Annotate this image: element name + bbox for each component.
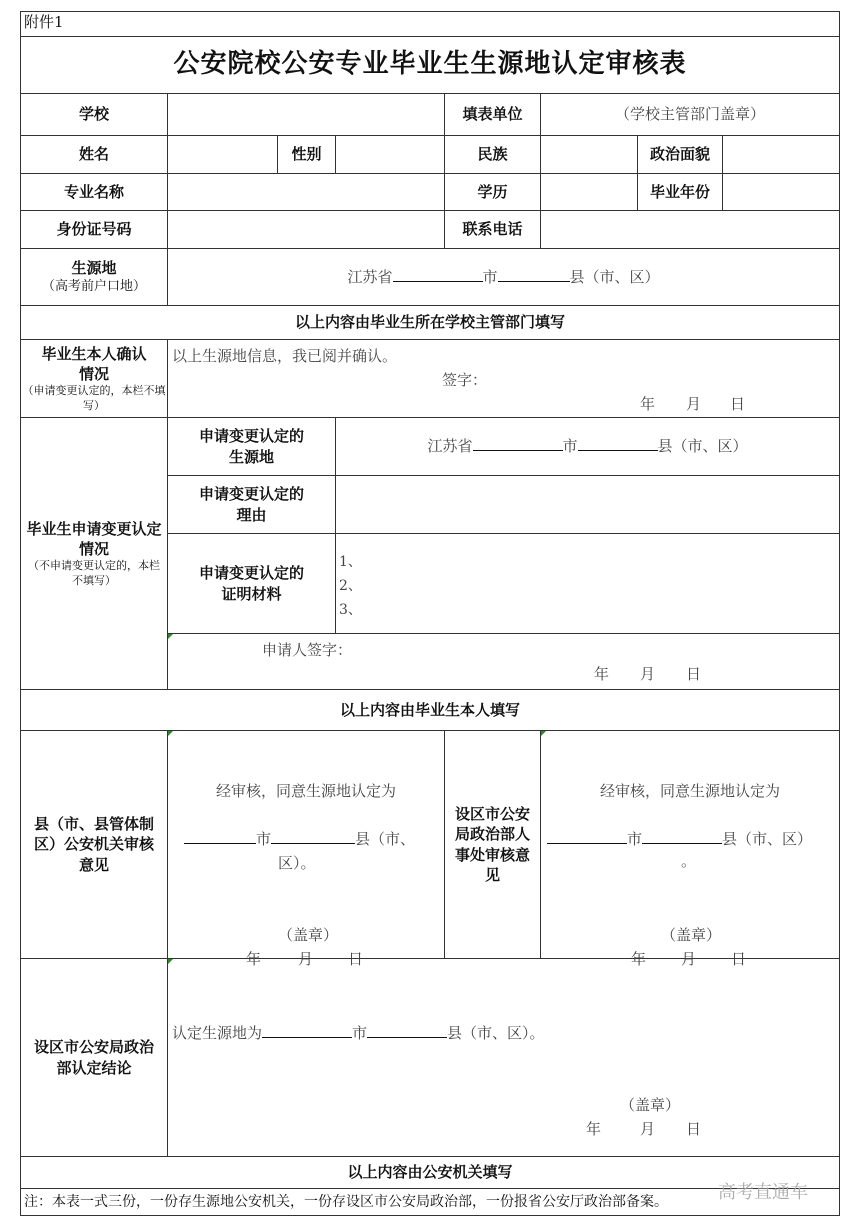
change-origin-label: 申请变更认定的生源地: [168, 418, 336, 476]
conclusion-field[interactable]: 认定生源地为 市 县（市、区）。 （盖章） 年 月 日: [168, 959, 840, 1157]
major-field[interactable]: [168, 174, 445, 211]
origin-label: 生源地: [71, 259, 117, 278]
id-field[interactable]: [168, 211, 445, 249]
form-title: 公安院校公安专业毕业生生源地认定审核表: [21, 37, 840, 94]
confirm-label-cell: [21, 340, 168, 418]
id-label: 身份证号码: [21, 211, 168, 249]
change-label: 毕业生申请变更认定情况: [26, 519, 162, 559]
gender-label: 性别: [278, 136, 336, 174]
attachment-label: 附件1: [21, 12, 840, 37]
political-field[interactable]: [723, 136, 840, 174]
name-label: 姓名: [21, 136, 168, 174]
change-sub: （不申请变更认定的，本栏不填写）: [28, 559, 160, 587]
confirm-field[interactable]: 以上生源地信息，我已阅并确认。 签字： 年 月 日: [168, 340, 840, 418]
watermark: 高考直通车: [718, 1182, 808, 1203]
review-form: [20, 11, 839, 1219]
ethnicity-field[interactable]: [541, 136, 638, 174]
city-review-label: 设区市公安局政治部人事处审核意见: [445, 731, 541, 959]
footer-note: 注：本表一式三份，一份存生源地公安机关，一份存设区市公安局政治部，一份报省公安厅政治部备案。: [21, 1189, 840, 1216]
gender-field[interactable]: [336, 136, 445, 174]
conclusion-seal: （盖章）: [620, 1096, 681, 1114]
city-review-field[interactable]: 经审核，同意生源地认定为 市 县（市、区） 。 （盖章） 年 月 日: [541, 731, 840, 959]
city-seal: （盖章）: [661, 926, 722, 944]
change-material-label: 申请变更认定的证明材料: [168, 534, 336, 634]
confirm-sign: 签字：: [442, 371, 488, 389]
confirm-text: 以上生源地信息，我已阅并确认。: [172, 347, 398, 365]
form-table: [20, 11, 840, 1216]
major-label: 专业名称: [21, 174, 168, 211]
change-reason-label: 申请变更认定的理由: [168, 476, 336, 534]
applicant-sign: 申请人签字：: [262, 641, 353, 659]
school-label: 学校: [21, 94, 168, 136]
fill-unit-seal: （学校主管部门盖章）: [541, 94, 840, 136]
material-item: 2、: [339, 578, 362, 594]
county-review-label: 县（市、县管体制区）公安机关审核意见: [21, 731, 168, 959]
change-reason-field[interactable]: [336, 476, 840, 534]
county-seal: （盖章）: [278, 926, 339, 944]
city-agree-text: 经审核，同意生源地认定为: [600, 782, 781, 800]
material-item: 3、: [339, 602, 362, 618]
origin-sub: （高考前户口地）: [41, 278, 146, 294]
section1-note: 以上内容由毕业生所在学校主管部门填写: [21, 306, 840, 340]
section2-note: 以上内容由毕业生本人填写: [21, 690, 840, 731]
origin-field[interactable]: 江苏省 市 县（市、区）: [168, 249, 840, 306]
change-origin-field[interactable]: 江苏省 市 县（市、区）: [336, 418, 840, 476]
confirm-label: 毕业生本人确认情况: [41, 344, 147, 384]
county-agree-text: 经审核，同意生源地认定为: [215, 782, 396, 800]
county-review-field[interactable]: 经审核，同意生源地认定为 市 县（市、 区）。 （盖章） 年 月 日: [168, 731, 445, 959]
change-label-cell: [21, 418, 168, 690]
phone-label: 联系电话: [445, 211, 541, 249]
ethnicity-label: 民族: [445, 136, 541, 174]
grad-year-field[interactable]: [723, 174, 840, 211]
change-material-field[interactable]: [336, 534, 840, 634]
confirm-sub: （申请变更认定的，本栏不填写）: [22, 384, 166, 412]
education-label: 学历: [445, 174, 541, 211]
grad-year-label: 毕业年份: [638, 174, 723, 211]
origin-label-cell: [21, 249, 168, 306]
fill-unit-label: 填表单位: [445, 94, 541, 136]
school-field[interactable]: [168, 94, 445, 136]
conclusion-label: 设区市公安局政治部认定结论: [21, 959, 168, 1157]
material-item: 1、: [339, 554, 362, 570]
section3-note: 以上内容由公安机关填写: [21, 1157, 840, 1189]
phone-field[interactable]: [541, 211, 840, 249]
education-field[interactable]: [541, 174, 638, 211]
name-field[interactable]: [168, 136, 278, 174]
applicant-sign-field[interactable]: 申请人签字： 年 月 日: [168, 634, 840, 690]
political-label: 政治面貌: [638, 136, 723, 174]
